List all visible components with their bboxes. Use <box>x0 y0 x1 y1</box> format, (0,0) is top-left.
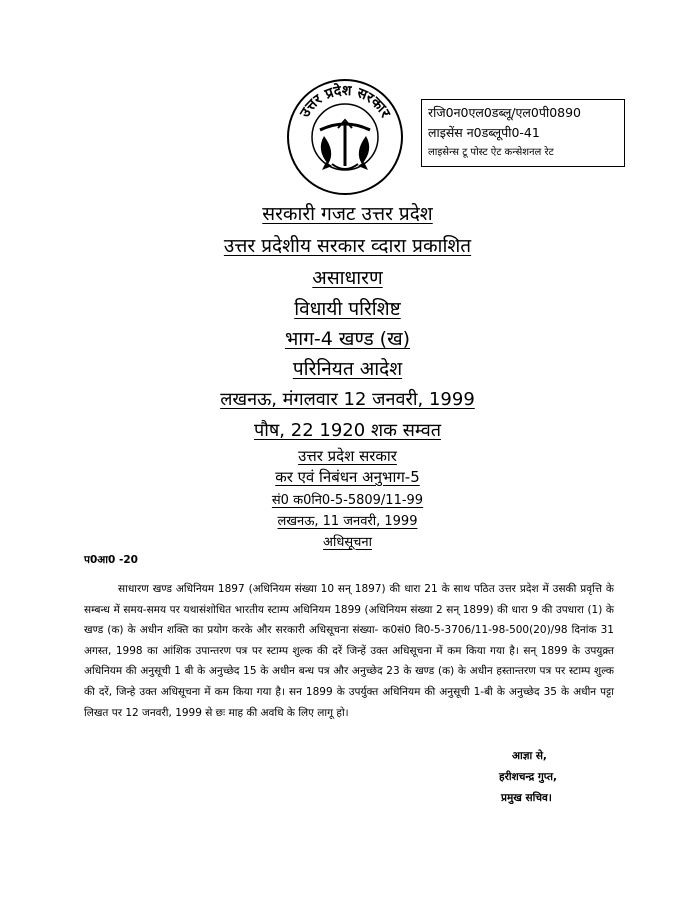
signature-order: आज्ञा से, <box>512 750 547 762</box>
registration-number: रजि0न0एल0डब्लू/एल0पी0890 <box>428 105 582 120</box>
signatory-designation: प्रमुख सचिव। <box>501 792 552 804</box>
extraordinary-label: असाधारण <box>312 267 383 289</box>
license-note: लाइसेन्स टू पोस्ट ऐट कन्सेशनल रेट <box>428 147 554 158</box>
government-label: उत्तर प्रदेश सरकार <box>298 447 397 465</box>
notification-number: सं0 क0नि0-5-5809/11-99 <box>271 493 424 508</box>
uttar-pradesh-emblem <box>286 78 404 196</box>
serial-number: प0आ0 -20 <box>84 554 138 566</box>
notification-body: साधारण खण्ड अधिनियम 1897 (अधिनियम संख्या 10 सन् 1897) की धारा 21 के साथ पठित उत्तर प्रदेश में उसकी प्रवृत्ति के सम्बन्ध में समय-समय पर यथासंशोधित भारतीय स्टाम्प अधिनियम 1899 (अधिनियम संख्या 2 सन् 1899) की धारा 9 की उपधारा (1) के खण्ड (क) के अधीन शक्ति का प्रयोग करके और सरकारी अधिसूचना संख्या- क0सं0 वि0-5-3706/11-98-500(20)/98 दिनांक 31 अगस्त, 1998 का आंशिक उपान्तरण पत्र पर स्टाम्प शुल्क की दरें जिन्हें उक्त अधिसूचना में कम किया गया है। सन् 1899 के उपयुक्र्त अधिनियम की अनुसूची 1 बी के अनुच्छेद 15 के अधीन बन्ध पत्र और अनुच्छेद 23 के खण्ड (क) के अधीन हस्तान्तरण पत्र पर स्टाम्प शुल्क की दरें, जिन्हे उक्त अधिसूचना में कम किया गया है। सन 1899 के उपर्युक्त अधिनियम की अनुसूची 1-बी के अनुच्छेद 35 के अधीन पट्टा लिखत पर 12 जनवरी, 1999 से छः माह की अवधि के लिए लागू हो। <box>84 583 614 719</box>
notification-heading: अधिसूचना <box>323 535 372 550</box>
svg-text:उत्तर प्रदेश सरकार: उत्तर प्रदेश सरकार <box>296 82 394 121</box>
supplement-label: विधायी परिशिष्ट <box>294 298 401 320</box>
publisher-line: उत्तर प्रदेशीय सरकार व्दारा प्रकाशित <box>223 235 472 257</box>
order-type-label: परिनियत आदेश <box>292 358 403 380</box>
gazette-title: सरकारी गजट उत्तर प्रदेश <box>262 203 433 225</box>
saka-date: पौष, 22 1920 शक सम्वत <box>254 420 441 441</box>
department-label: कर एवं निबंधन अनुभाग-5 <box>275 468 420 486</box>
registration-box <box>421 99 625 167</box>
signatory-name: हरीशचन्द्र गुप्त, <box>499 771 557 783</box>
notification-place-date: लखनऊ, 11 जनवरी, 1999 <box>277 514 418 529</box>
license-number: लाइसेंस न0डब्लूपी0-41 <box>428 125 540 140</box>
part-label: भाग-4 खण्ड (ख) <box>284 328 411 350</box>
issue-date: लखनऊ, मंगलवार 12 जनवरी, 1999 <box>220 389 475 410</box>
